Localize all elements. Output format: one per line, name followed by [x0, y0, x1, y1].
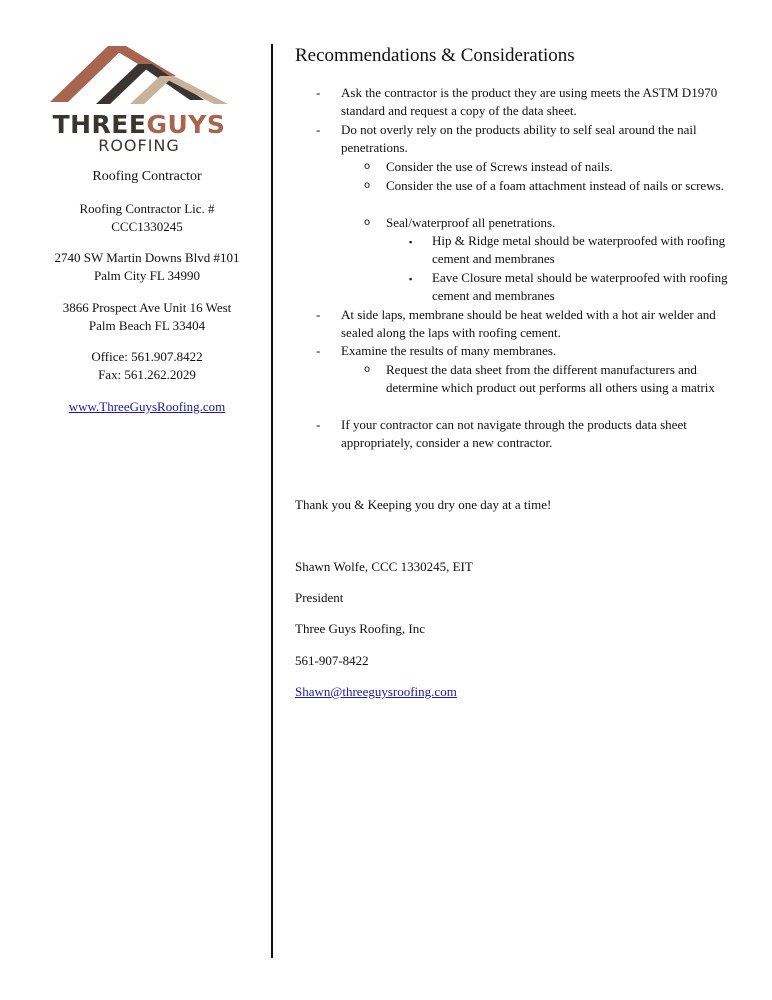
website-row: [28, 398, 266, 417]
page-title: Recommendations & Considerations: [295, 45, 575, 66]
bullet-text: Request the data sheet from the different manufacturers and determine which product out performs all others using a matrix: [386, 362, 715, 396]
bullet-text: Consider the use of a foam attachment instead of nails or screws.: [386, 178, 724, 193]
fax-number: Fax: 561.262.2029: [98, 367, 196, 382]
logo-roof-tan: [130, 76, 174, 104]
logo-wordmark: [46, 112, 232, 138]
signature-name: Shawn Wolfe, CCC 1330245, EIT: [295, 559, 473, 574]
bullet-text: Consider the use of Screws instead of nails.: [386, 159, 613, 174]
bullet-dash: -: [316, 343, 321, 358]
address1-line1: 2740 SW Martin Downs Blvd #101: [54, 250, 240, 265]
bullet-text: Eave Closure metal should be waterproofed with roofing cement and membranes: [432, 270, 728, 304]
license-number: CCC1330245: [111, 219, 183, 234]
signature-email-link[interactable]: Shawn@threeguysroofing.com: [295, 684, 457, 699]
bullet-dash: -: [316, 85, 321, 100]
bullet-dash: -: [316, 122, 321, 137]
address2-line1: 3866 Prospect Ave Unit 16 West: [62, 300, 232, 315]
website-link[interactable]: www.ThreeGuysRoofing.com: [68, 399, 226, 414]
address2-line2: Palm Beach FL 33404: [88, 318, 206, 333]
logo-word-guys: GUYS: [146, 110, 226, 139]
signature-email-row: [295, 683, 457, 701]
signature-title: President: [295, 590, 344, 605]
office-phone: Office: 561.907.8422: [91, 349, 203, 364]
logo-subtitle: ROOFING: [98, 136, 180, 155]
bullet-text: Ask the contractor is the product they are using meets the ASTM D1970 standard and request a copy of the data sheet.: [341, 85, 718, 119]
bullet-text: Do not overly rely on the products ability to self seal around the nail penetrations.: [341, 122, 697, 156]
bullet-square: ▪: [409, 237, 413, 247]
bullet-dash: -: [316, 417, 321, 432]
bullet-text: If your contractor can not navigate through the products data sheet appropriately, consider a new contractor.: [341, 417, 687, 451]
bullet-circle: o: [364, 180, 371, 191]
bullet-text: Seal/waterproof all penetrations.: [386, 215, 556, 230]
bullet-dash: -: [316, 307, 321, 322]
bullet-square: ▪: [409, 274, 413, 284]
signature-phone: 561-907-8422: [295, 653, 369, 668]
logo-word-three: THREE: [52, 110, 147, 139]
vertical-divider: [271, 44, 273, 958]
bullet-text: Examine the results of many membranes.: [341, 343, 557, 358]
address1-line2: Palm City FL 34990: [93, 268, 201, 283]
bullet-circle: o: [364, 364, 371, 375]
license-label: Roofing Contractor Lic. #: [79, 201, 215, 216]
sidebar-role: Roofing Contractor: [92, 169, 202, 184]
bullet-circle: o: [364, 161, 371, 172]
bullet-text: At side laps, membrane should be heat welded with a hot air welder and sealed along the laps with roofing cement.: [341, 307, 716, 341]
signature-company: Three Guys Roofing, Inc: [295, 621, 425, 636]
closing-line: Thank you & Keeping you dry one day at a time!: [295, 497, 552, 512]
bullet-text: Hip & Ridge metal should be waterproofed with roofing cement and membranes: [432, 233, 726, 267]
bullet-circle: o: [364, 217, 371, 228]
